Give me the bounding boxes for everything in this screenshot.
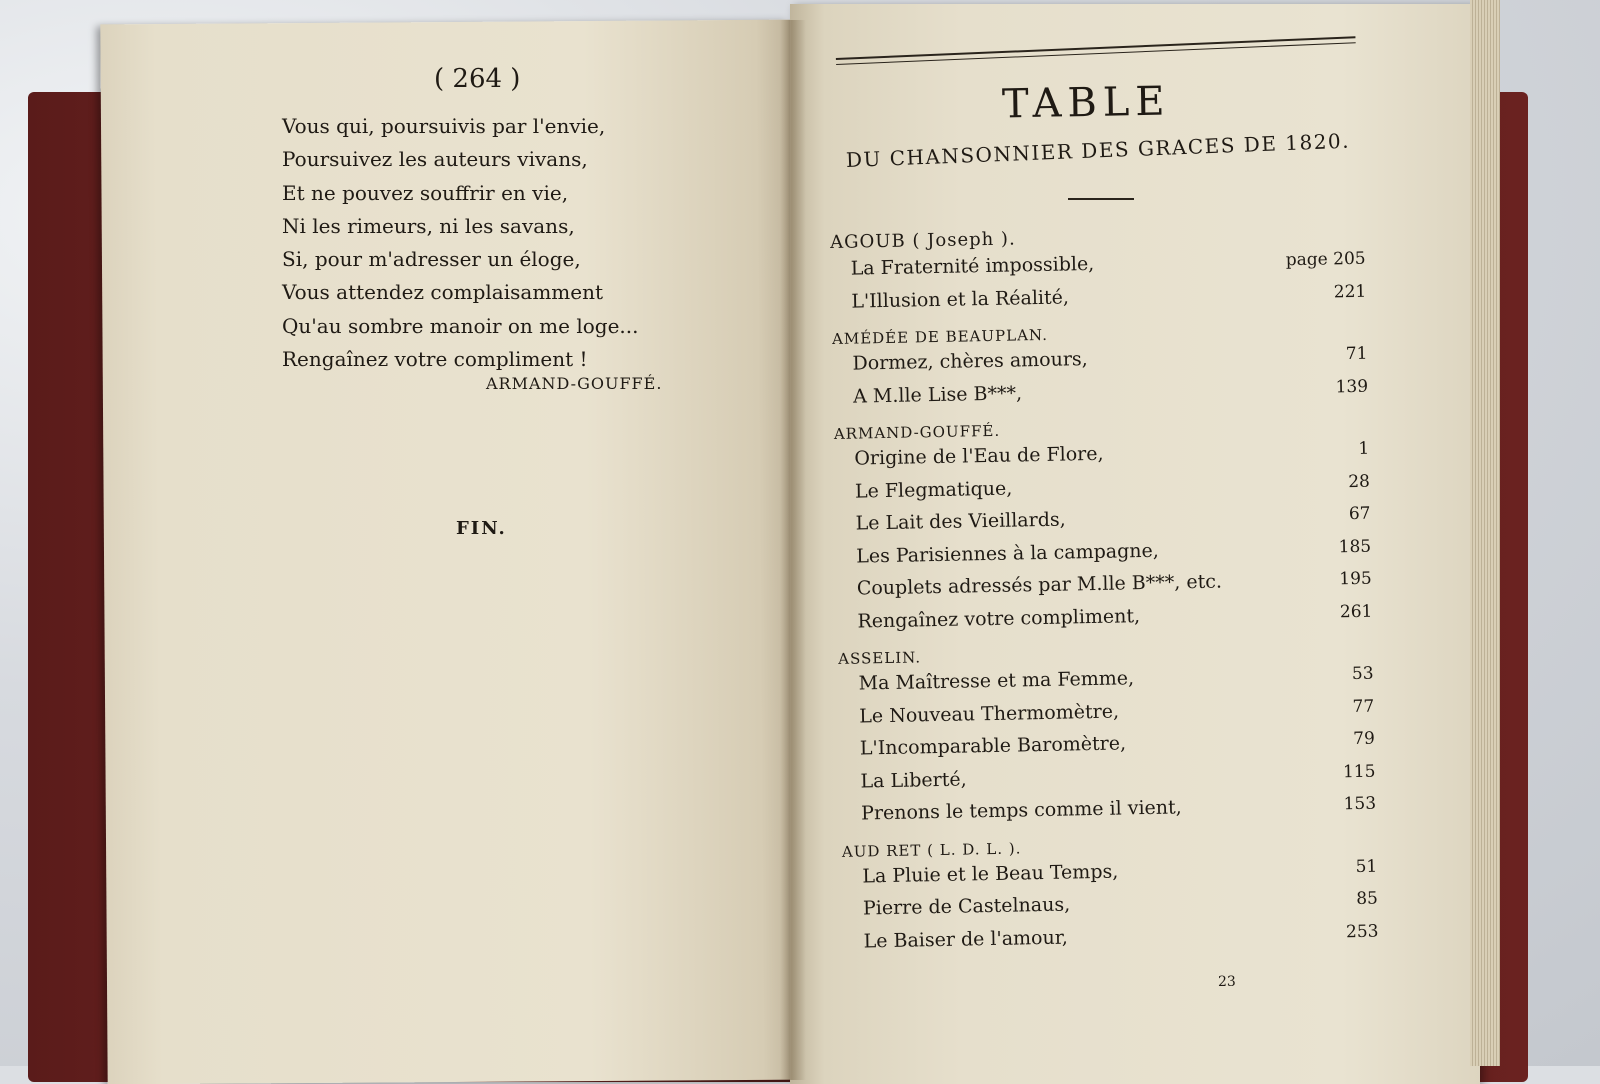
entry-title: L'Incomparable Baromètre, [859, 732, 1127, 760]
entry-page: 153 [1343, 793, 1377, 815]
title-divider [1068, 198, 1134, 200]
poem-stanza [282, 110, 638, 376]
entry-page: 28 [1348, 471, 1371, 492]
poem-line: Rengaînez votre compliment ! [282, 347, 588, 372]
book-gutter [780, 20, 806, 1080]
entry-title: Le Lait des Vieillards, [855, 508, 1066, 535]
entry-page: 139 [1335, 376, 1369, 397]
poem-line: Qu'au sombre manoir on me loge... [282, 313, 639, 338]
entry-page: 221 [1333, 281, 1367, 302]
signature-mark: 23 [1218, 974, 1236, 990]
entry-page: 53 [1351, 663, 1374, 685]
entry-title: Origine de l'Eau de Flore, [854, 442, 1104, 470]
entry-page: 51 [1355, 856, 1378, 877]
entry-page: 185 [1338, 536, 1372, 557]
entry-title: La Liberté, [860, 767, 967, 793]
entry-page: 77 [1352, 696, 1375, 717]
entry-title: Les Parisiennes à la campagne, [856, 539, 1160, 568]
toc-author: AUD RET ( L. D. L. ). [841, 838, 1022, 861]
entry-title: La Fraternité impossible, [850, 252, 1095, 280]
poem-line: Si, pour m'adresser un éloge, [282, 247, 581, 272]
page-edges [1470, 0, 1500, 1066]
entry-page: page 205 [1285, 248, 1366, 271]
entry-page: 1 [1358, 438, 1370, 459]
entry-title: Ma Maîtresse et ma Femme, [858, 667, 1135, 695]
entry-title: Le Baiser de l'amour, [863, 926, 1068, 952]
poem-line: Et ne pouvez souffrir en vie, [282, 180, 569, 205]
poem-line: Vous attendez complaisamment [282, 280, 603, 305]
entry-page: 253 [1345, 921, 1379, 942]
entry-page: 79 [1352, 728, 1376, 750]
entry-page: 67 [1348, 503, 1371, 525]
poem-line: Ni les rimeurs, ni les savans, [282, 213, 575, 238]
entry-title: Prenons le temps comme il vient, [860, 796, 1182, 825]
entry-title: A M.lle Lise B***, [852, 381, 1023, 408]
entry-title: Le Nouveau Thermomètre, [859, 700, 1120, 728]
table-of-contents [830, 222, 1379, 958]
toc-author: AGOUB ( Joseph ). [830, 228, 1016, 253]
toc-author: ARMAND-GOUFFÉ. [833, 421, 1001, 443]
poem-line: Poursuivez les auteurs vivans, [282, 147, 588, 172]
toc-author: ASSELIN. [838, 648, 922, 668]
entry-title: Dormez, chères amours, [852, 348, 1088, 375]
poem-author: ARMAND-GOUFFÉ. [486, 374, 663, 393]
entry-page: 115 [1342, 761, 1376, 782]
entry-title: Pierre de Castelnaus, [862, 893, 1071, 920]
entry-title: Couplets adressés par M.lle B***, etc. [856, 570, 1223, 600]
entry-page: 195 [1339, 568, 1372, 590]
toc-author: AMÉDÉE DE BEAUPLAN. [831, 325, 1049, 348]
entry-title: Le Flegmatique, [854, 477, 1013, 503]
page-number: ( 264 ) [434, 64, 521, 94]
entry-title: La Pluie et le Beau Temps, [862, 860, 1119, 887]
poem-line: Vous qui, poursuivis par l'envie, [282, 114, 606, 138]
end-mark: FIN. [456, 518, 507, 539]
page-title: TABLE [1001, 78, 1171, 128]
entry-title: Rengaînez votre compliment, [857, 604, 1141, 633]
entry-page: 85 [1356, 888, 1379, 910]
entry-page: 71 [1345, 343, 1368, 365]
entry-title: L'Illusion et la Réalité, [851, 285, 1070, 313]
page-subtitle: DU CHANSONNIER DES GRACES DE 1820. [845, 128, 1351, 172]
entry-page: 261 [1339, 601, 1373, 622]
